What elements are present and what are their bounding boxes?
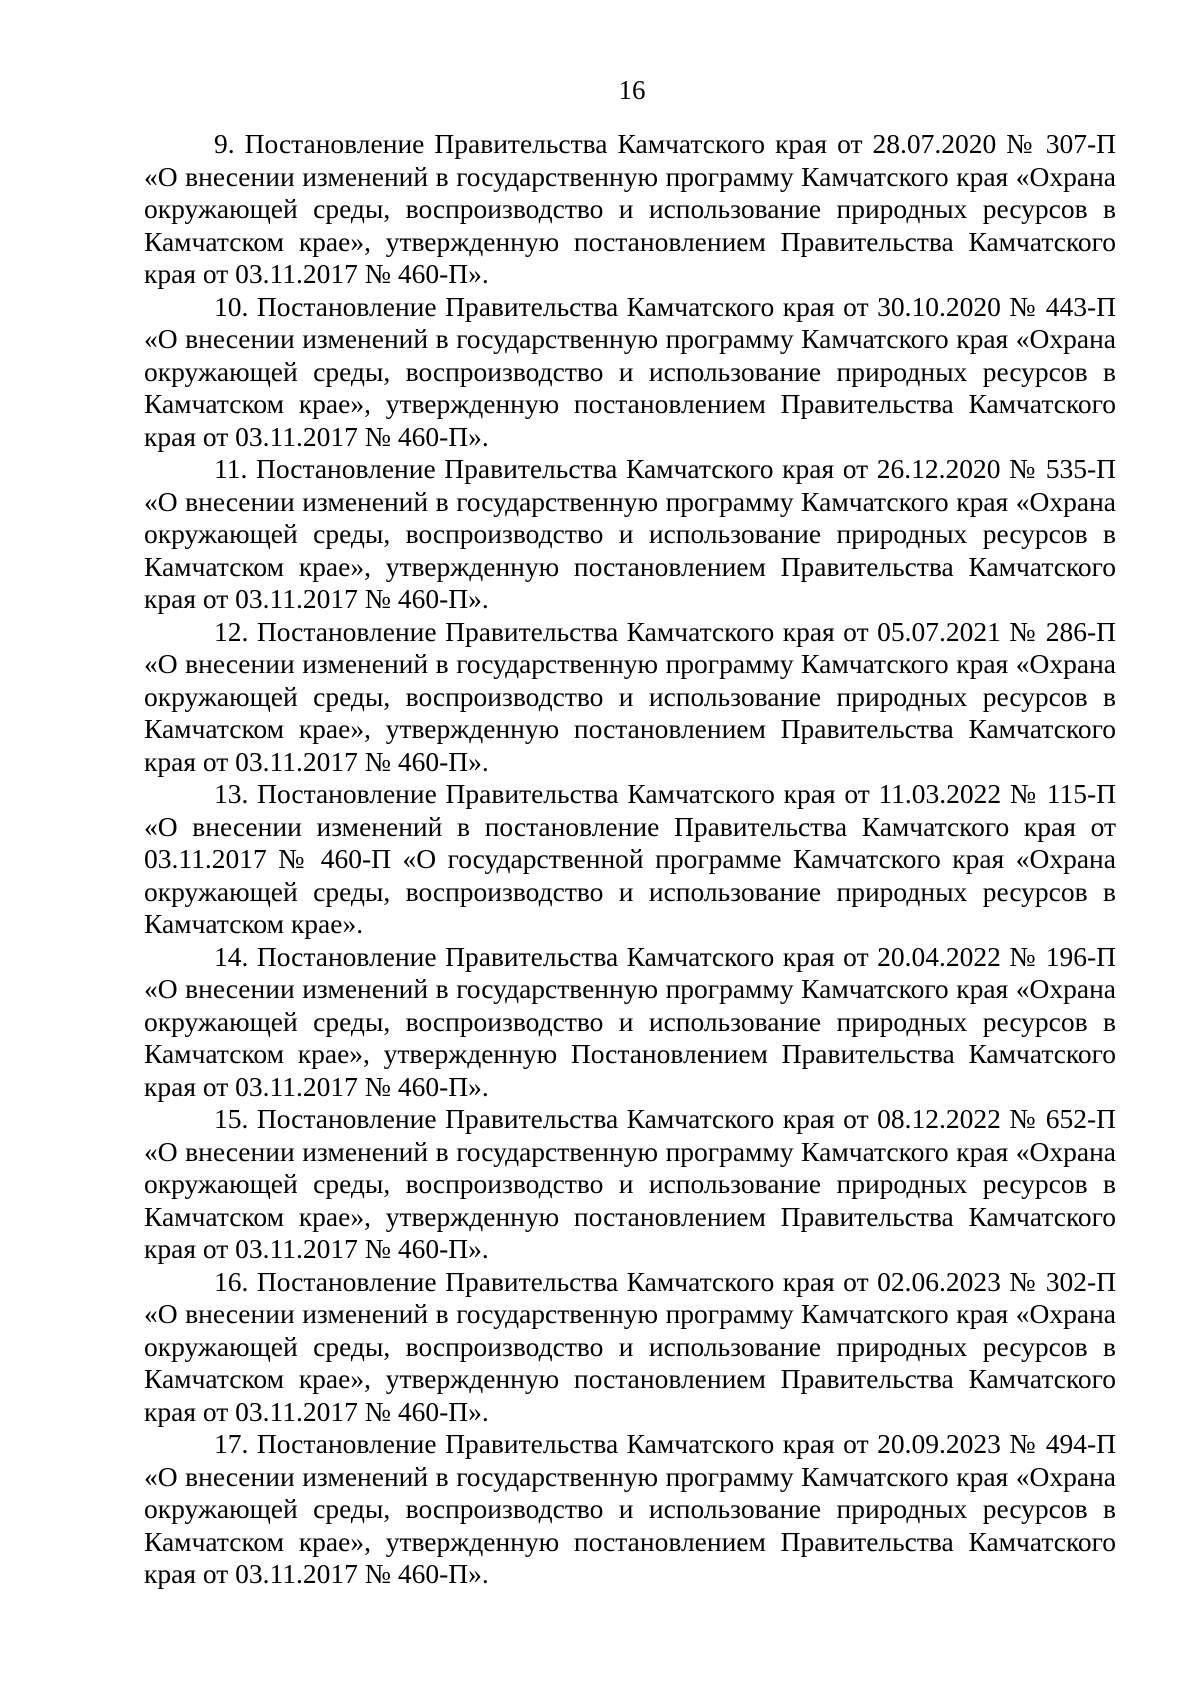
list-item-14: 14. Постановление Правительства Камчатского края от 20.04.2022 № 196-П «О внесении изменений в государственную программу Камчатского края «Охрана окружающей среды, воспроизводство и использование природных ресурсов в Камчатском крае», утвержденную Постановлением Правительства Камчатского края от 03.11.2017 № 460-П».	[144, 940, 1116, 1102]
list-item-11: 11. Постановление Правительства Камчатского края от 26.12.2020 № 535-П «О внесении изменений в государственную программу Камчатского края «Охрана окружающей среды, воспроизводство и использование природных ресурсов в Камчатском крае», утвержденную постановлением Правительства Камчатского края от 03.11.2017 № 460-П».	[144, 453, 1116, 614]
list-item-10: 10. Постановление Правительства Камчатского края от 30.10.2020 № 443-П «О внесении изменений в государственную программу Камчатского края «Охрана окружающей среды, воспроизводство и использование природных ресурсов в Камчатском крае», утвержденную постановлением Правительства Камчатского края от 03.11.2017 № 460-П».	[144, 290, 1116, 452]
list-item-12: 12. Постановление Правительства Камчатского края от 05.07.2021 № 286-П «О внесении изменений в государственную программу Камчатского края «Охрана окружающей среды, воспроизводство и использование природных ресурсов в Камчатском крае», утвержденную постановлением Правительства Камчатского края от 03.11.2017 № 460-П».	[144, 615, 1116, 777]
document-body	[144, 128, 1116, 1591]
list-item-17: 17. Постановление Правительства Камчатского края от 20.09.2023 № 494-П «О внесении изменений в государственную программу Камчатского края «Охрана окружающей среды, воспроизводство и использование природных ресурсов в Камчатском крае», утвержденную постановлением Правительства Камчатского края от 03.11.2017 № 460-П».	[144, 1428, 1116, 1589]
list-item-13: 13. Постановление Правительства Камчатского края от 11.03.2022 № 115-П «О внесении изменений в постановление Правительства Камчатского края от 03.11.2017 № 460-П «О государственной программе Камчатского края «Охрана окружающей среды, воспроизводство и использование природных ресурсов в Камчатском крае».	[144, 778, 1116, 939]
list-item-9: 9. Постановление Правительства Камчатского края от 28.07.2020 № 307-П «О внесении изменений в государственную программу Камчатского края «Охрана окружающей среды, воспроизводство и использование природных ресурсов в Камчатском крае», утвержденную постановлением Правительства Камчатского края от 03.11.2017 № 460-П».	[144, 128, 1116, 289]
list-item-15: 15. Постановление Правительства Камчатского края от 08.12.2022 № 652-П «О внесении изменений в государственную программу Камчатского края «Охрана окружающей среды, воспроизводство и использование природных ресурсов в Камчатском крае», утвержденную постановлением Правительства Камчатского края от 03.11.2017 № 460-П».	[144, 1103, 1116, 1264]
page-number: 16	[618, 75, 646, 105]
list-item-16: 16. Постановление Правительства Камчатского края от 02.06.2023 № 302-П «О внесении изменений в государственную программу Камчатского края «Охрана окружающей среды, воспроизводство и использование природных ресурсов в Камчатском крае», утвержденную постановлением Правительства Камчатского края от 03.11.2017 № 460-П».	[144, 1265, 1116, 1427]
